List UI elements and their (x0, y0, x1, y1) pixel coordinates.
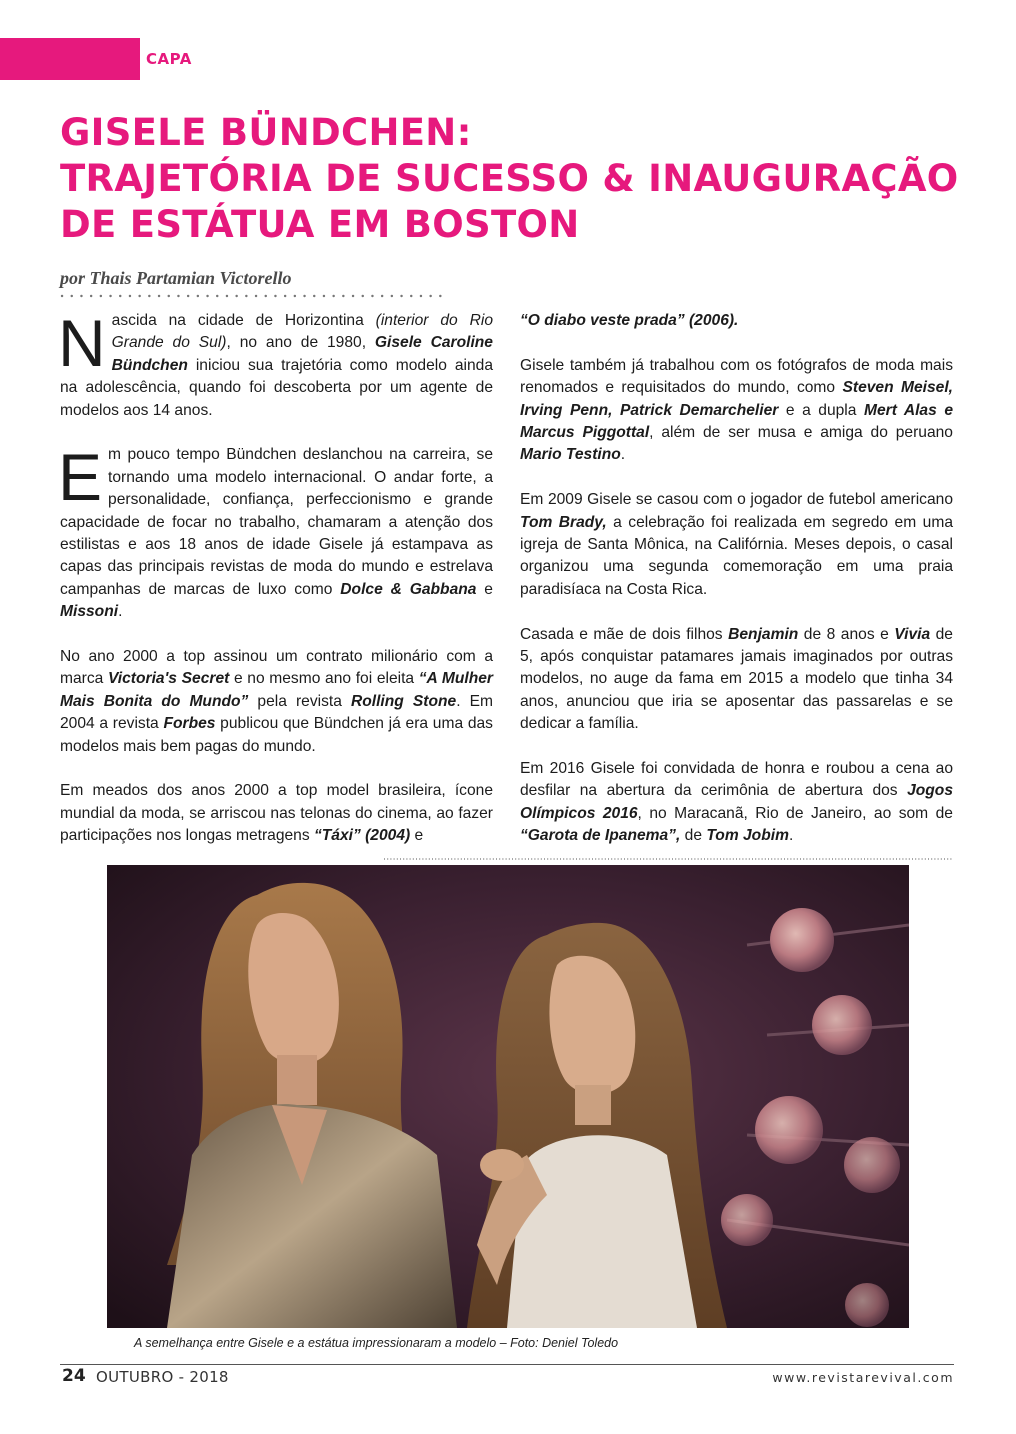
byline: por Thais Partamian Victorello (60, 268, 292, 288)
dropcap: E (58, 440, 103, 515)
footer-rule (60, 1364, 954, 1365)
paragraph-6: Gisele também já trabalhou com os fotógrafos de moda mais renomados e requisitados do mundo, como Steven Meisel, Irving Penn, Patrick Demarchelier e a dupla Mert Alas e Marcus Piggottal, além de ser musa e amiga do peruano Mario Testino. (520, 356, 953, 464)
website-link[interactable]: www.revistarevival.com (772, 1370, 954, 1385)
article-title (60, 110, 960, 248)
title-line-2: TRAJETÓRIA DE SUCESSO & INAUGURAÇÃO (60, 157, 959, 200)
column-dotted-divider (383, 857, 953, 861)
byline-dotted-divider (60, 293, 443, 299)
photo-illustration (107, 865, 909, 1328)
title-line-1: GISELE BÜNDCHEN: (60, 111, 472, 154)
paragraph-2: Em pouco tempo Bündchen deslanchou na carreira, se tornando uma modelo internacional. O andar forte, a personalidade, confiança, perfeccionismo e grande capacidade de focar no trabalho, chamaram a atenção dos estilistas e aos 18 anos de idade Gisele já estampava as capas das principais revistas de moda do mundo e estrelava campanhas de marcas de luxo como Dolce & Gabbana e Missoni. (58, 440, 493, 621)
section-color-bar (0, 38, 140, 80)
column-right (520, 310, 953, 870)
paragraph-7: Em 2009 Gisele se casou com o jogador de futebol americano Tom Brady, a celebração foi realizada em segredo em uma igreja de Santa Mônica, na Califórnia. Meses depois, o casal organizou uma segunda comemoração em uma praia paradisíaca na Costa Rica. (520, 491, 953, 598)
paragraph-9: Em 2016 Gisele foi convidada de honra e roubou a cena ao desfilar na abertura da cerimônia de abertura dos Jogos Olímpicos 2016, no Maracanã, Rio de Janeiro, ao som de “Garota de Ipanema”, de Tom Jobim. (520, 760, 953, 845)
page-number: 24 (62, 1366, 86, 1386)
article-photo (107, 865, 909, 1328)
section-label: CAPA (146, 50, 192, 68)
dropcap: N (58, 306, 106, 380)
paragraph-3: No ano 2000 a top assinou um contrato milionário com a marca Victoria's Secret e no mesmo ano foi eleita “A Mulher Mais Bonita do Mundo” pela revista Rolling Stone. Em 2004 a revista Forbes publicou que Bündchen já era uma das modelos mais bem pagas do mundo. (60, 648, 493, 755)
paragraph-8: Casada e mãe de dois filhos Benjamin de 8 anos e Vivia de 5, após conquistar patamares jamais imaginados por outras modelos, no auge da fama em 2015 a modelo que tinha 34 anos, anunciou que iria se aposentar das passarelas e se dedicar a família. (520, 625, 953, 733)
photo-caption: A semelhança entre Gisele e a estátua impressionaram a modelo – Foto: Deniel Toledo (134, 1336, 619, 1350)
paragraph-1: Nascida na cidade de Horizontina (interior do Rio Grande do Sul), no ano de 1980, Gisele Caroline Bündchen iniciou sua trajetória como modelo ainda na adolescência, quando foi descoberta por um agente de modelos aos 14 anos. (58, 306, 493, 419)
paragraph-5: “O diabo veste prada” (2006). (520, 312, 739, 329)
column-left (58, 306, 493, 870)
paragraph-4: Em meados dos anos 2000 a top model brasileira, ícone mundial da moda, se arriscou nas telonas do cinema, ao fazer participações nos longas metragens “Táxi” (2004) e (60, 782, 493, 845)
title-line-3: DE ESTÁTUA EM BOSTON (60, 203, 580, 246)
issue-date: OUTUBRO - 2018 (96, 1368, 229, 1386)
